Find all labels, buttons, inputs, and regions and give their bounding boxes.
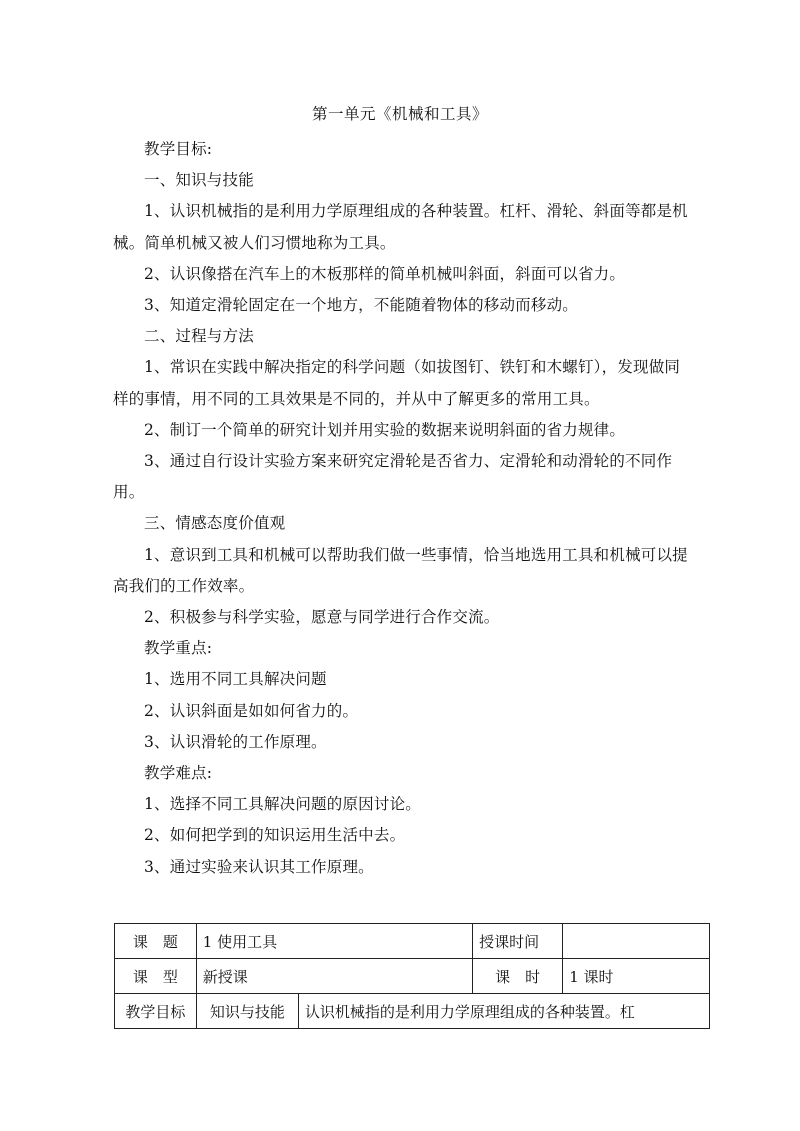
hours-value: 1 课时	[563, 959, 710, 994]
table-row	[115, 959, 710, 994]
paragraph: 3、通过实验来认识其工作原理。	[144, 857, 374, 876]
class-time-value	[563, 924, 710, 959]
paragraph: 1、选用不同工具解决问题	[144, 670, 327, 689]
paragraph: 1、意识到工具和机械可以帮助我们做一些事情，恰当地选用工具和机械可以提高我们的工作效率。	[113, 545, 688, 595]
hours-label: 课 时	[473, 959, 563, 994]
topic-value: 1 使用工具	[196, 924, 472, 959]
teaching-objectives-section	[113, 134, 693, 883]
type-label: 课 型	[115, 959, 197, 994]
paragraph: 2、如何把学到的知识运用生活中去。	[144, 826, 406, 845]
teaching-goal-value: 认识机械指的是利用力学原理组成的各种装置。杠	[298, 994, 709, 1029]
topic-label: 课 题	[115, 924, 197, 959]
heading-key-points: 教学重点:	[144, 639, 213, 658]
heading-teaching-goals: 教学目标:	[144, 140, 213, 158]
paragraph: 2、认识像搭在汽车上的木板那样的简单机械叫斜面，斜面可以省力。	[144, 264, 626, 283]
teaching-goal-label: 教学目标	[115, 994, 197, 1029]
paragraph: 3、通过自行设计实验方案来研究定滑轮是否省力、定滑轮和动滑轮的不同作用。	[113, 452, 673, 502]
paragraph: 1、选择不同工具解决问题的原因讨论。	[144, 795, 421, 814]
type-value: 新授课	[196, 959, 472, 994]
knowledge-skills-label: 知识与技能	[196, 994, 298, 1029]
table-row	[115, 994, 710, 1029]
paragraph: 2、制订一个简单的研究计划并用实验的数据来说明斜面的省力规律。	[144, 420, 626, 439]
class-time-label: 授课时间	[473, 924, 563, 959]
paragraph: 2、积极参与科学实验，愿意与同学进行合作交流。	[144, 608, 500, 627]
table-row	[115, 924, 710, 959]
unit-title: 第一单元《机械和工具》	[311, 105, 488, 123]
heading-knowledge-skills: 一、知识与技能	[144, 171, 254, 190]
paragraph: 3、知道定滑轮固定在一个地方，不能随着物体的移动而移动。	[144, 296, 578, 315]
heading-difficult-points: 教学难点:	[144, 764, 213, 783]
lesson-plan-table	[114, 923, 710, 1029]
paragraph: 3、认识滑轮的工作原理。	[144, 732, 327, 751]
paragraph: 1、认识机械指的是利用力学原理组成的各种装置。杠杆、滑轮、斜面等都是机械。简单机械又被人们习惯地称为工具。	[113, 202, 688, 252]
heading-attitudes-values: 三、情感态度价值观	[144, 514, 286, 533]
heading-process-methods: 二、过程与方法	[144, 327, 254, 346]
paragraph: 1、常识在实践中解决指定的科学问题（如拔图钉、铁钉和木螺钉），发现做同样的事情，用不同的工具效果是不同的，并从中了解更多的常用工具。	[113, 358, 681, 408]
paragraph: 2、认识斜面是如如何省力的。	[144, 701, 359, 720]
